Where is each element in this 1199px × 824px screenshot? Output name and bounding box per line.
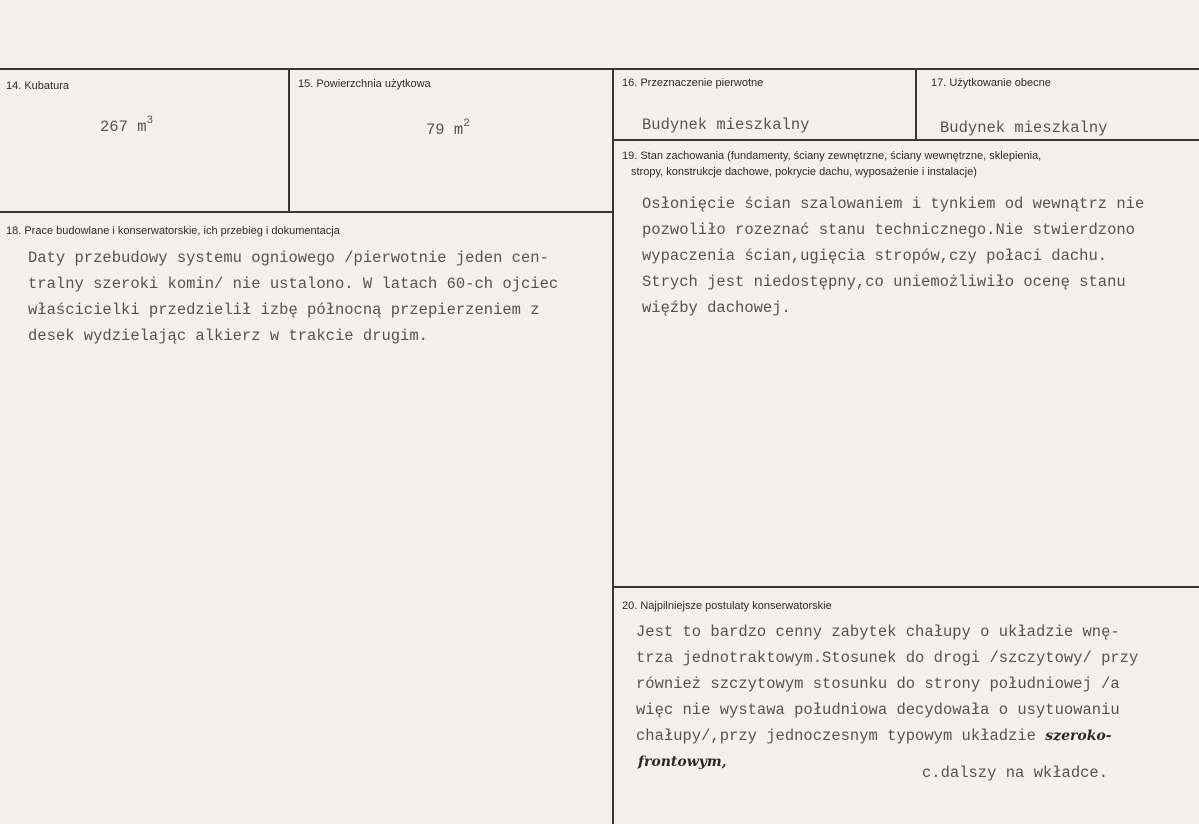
divider-16-17 [915, 68, 917, 140]
rule-under-16-17 [614, 139, 1199, 141]
divider-main [612, 68, 614, 824]
field-15-value [426, 113, 470, 143]
rule-under-14-15 [0, 211, 614, 213]
field-15-label: 15. Powierzchnia użytkowa [298, 78, 431, 90]
field-16-label: 16. Przeznaczenie pierwotne [622, 77, 764, 89]
field-19-line: więźby dachowej. [642, 299, 791, 317]
continuation-note: c.dalszy na wkładce. [922, 764, 1109, 782]
field-19-line: pozwoliło rozeznać stanu technicznego.Nie stwierdzono [642, 221, 1135, 239]
field-20-line: również szczytowym stosunku do strony południowej /a [636, 675, 1120, 693]
field-15-unit-exp: 2 [463, 118, 470, 130]
field-19-line: Strych jest niedostępny,co uniemożliwiło ocenę stanu [642, 273, 1126, 291]
field-14-unit-exp: 3 [146, 115, 154, 127]
field-18-line: tralny szeroki komin/ nie ustalono. W latach 60-ch ojciec [28, 275, 559, 293]
field-20-line: Jest to bardzo cenny zabytek chałupy o układzie wnę- [636, 623, 1120, 641]
handwritten-note: szeroko- [1045, 728, 1112, 744]
field-18-line: desek wydzielając alkierz w trakcie drugim. [28, 327, 428, 345]
field-20-label: 20. Najpilniejsze postulaty konserwatorskie [622, 600, 832, 612]
field-16-value: Budynek mieszkalny [642, 116, 810, 134]
field-19-line: Osłonięcie ścian szalowaniem i tynkiem od wewnątrz nie [642, 195, 1145, 213]
field-15-number: 79 m [426, 121, 464, 140]
field-20-line: więc nie wystawa południowa decydowała o usytuowaniu [636, 701, 1120, 719]
field-18-line: właścicielki przedzielił izbę północną przepierzeniem z [28, 301, 540, 319]
field-14-value [100, 110, 153, 140]
field-19-label: 19. Stan zachowania (fundamenty, ściany zewnętrzne, ściany wewnętrzne, sklepienia, [622, 150, 1042, 162]
field-20-line [636, 723, 1112, 749]
field-14-number: 267 m [100, 118, 147, 137]
field-14-label: 14. Kubatura [6, 80, 69, 92]
handwritten-note-cont: frontowym, [638, 754, 727, 770]
divider-14-15 [288, 68, 290, 212]
field-20-line-text: chałupy/,przy jednoczesnym typowym układzie [636, 727, 1036, 745]
field-18-line: Daty przebudowy systemu ogniowego /pierwotnie jeden cen- [28, 249, 549, 267]
field-19-line: wypaczenia ścian,ugięcia stropów,czy połaci dachu. [642, 247, 1108, 265]
field-17-value: Budynek mieszkalny [940, 119, 1108, 137]
top-rule [0, 68, 1199, 70]
field-19-label-cont: stropy, konstrukcje dachowe, pokrycie dachu, wyposażenie i instalacje) [631, 166, 977, 178]
rule-above-20 [614, 586, 1199, 588]
field-17-label: 17. Użytkowanie obecne [931, 77, 1051, 89]
field-20-line: trza jednotraktowym.Stosunek do drogi /szczytowy/ przy [636, 649, 1139, 667]
field-18-label: 18. Prace budowlane i konserwatorskie, ich przebieg i dokumentacja [6, 225, 340, 237]
